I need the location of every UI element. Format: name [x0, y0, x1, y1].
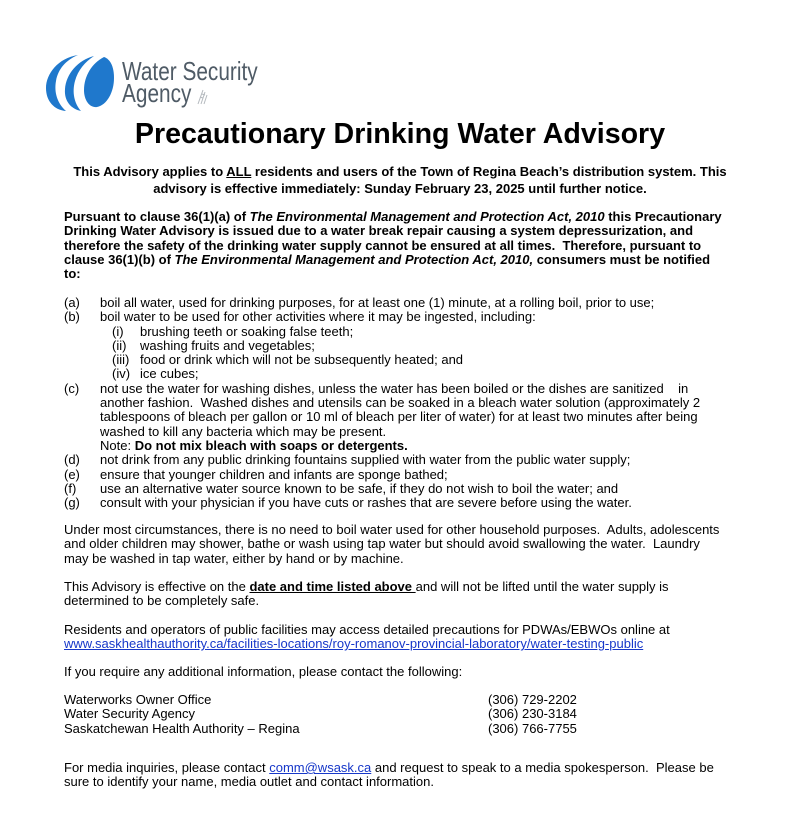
list-marker: (g) — [64, 495, 80, 511]
contact-phone: (306) 230-3184 — [488, 706, 577, 722]
effective-rest-text: and will not be lifted until the water supply is determined to be completely safe. — [64, 579, 669, 609]
sub-list-marker: (i) — [112, 323, 124, 339]
media-rest-text: and request to speak to a media spokesperson. Please be sure to identify your name, media outlet and contact information. — [64, 760, 714, 790]
water-swirl-icon — [44, 54, 116, 112]
effective-period-paragraph — [64, 580, 669, 609]
act-name-2: The Environmental Management and Protection Act, 2010, — [174, 251, 534, 267]
act-name-1: The Environmental Management and Protection Act, 2010 — [249, 209, 605, 224]
contact-name: Waterworks Owner Office — [64, 692, 212, 707]
contact-row — [64, 693, 577, 707]
scope-lead-text: This Advisory applies to — [73, 164, 227, 179]
page-title: Precautionary Drinking Water Advisory — [134, 118, 666, 150]
list-item-g — [64, 496, 700, 510]
list-item-b — [64, 310, 700, 324]
list-item-c — [64, 382, 700, 453]
contact-name: Saskatchewan Health Authority – Regina — [64, 720, 300, 736]
list-marker: (b) — [64, 309, 80, 325]
advisory-scope — [0, 163, 800, 197]
media-email-link[interactable]: comm@wsask.ca — [269, 760, 372, 775]
household-use-paragraph — [64, 523, 719, 566]
effective-emphasis-text: date and time listed above — [249, 579, 416, 594]
contact-row — [64, 707, 577, 721]
precautions-list — [64, 296, 700, 510]
list-item-d — [64, 453, 700, 467]
list-item-text: boil water to be used for other activities where it may be ingested, including: — [100, 309, 536, 325]
note-warning-text: Do not mix bleach with soaps or detergents. — [134, 437, 408, 453]
list-marker: (e) — [64, 466, 80, 482]
sub-list-marker: (iv) — [112, 366, 131, 382]
logo-name-line-1: Water Security — [122, 56, 258, 86]
authority-intro-text: Pursuant to clause 36(1)(a) of — [64, 209, 250, 224]
contacts-table — [64, 693, 577, 736]
effective-lead-text: This Advisory is effective on the — [64, 579, 250, 594]
sub-list-item-iii — [64, 353, 700, 367]
list-marker: (c) — [64, 380, 80, 396]
bleach-note — [100, 439, 700, 453]
sub-list-item-iv — [64, 367, 700, 381]
list-item-f — [64, 482, 700, 496]
resources-paragraph — [64, 623, 670, 652]
sub-list-item-text: ice cubes; — [140, 366, 199, 382]
sub-list-marker: (ii) — [112, 337, 127, 353]
scope-rest-text: residents and users of the Town of Regina Beach’s distribution system. This advisory is effective immediately: Sunday February 23, 2025 until further notice. — [153, 164, 727, 196]
media-inquiries-paragraph — [64, 761, 714, 790]
contact-phone: (306) 766-7755 — [488, 720, 577, 736]
list-item-text: ensure that younger children and infants are sponge bathed; — [100, 466, 448, 482]
media-lead-text: For media inquiries, please contact — [64, 760, 270, 775]
authority-outro-text: consumers must be notified to: — [64, 251, 711, 282]
contact-name: Water Security Agency — [64, 706, 196, 722]
contact-phone: (306) 729-2202 — [488, 692, 577, 707]
sub-list-item-i — [64, 325, 700, 339]
list-item-body — [100, 382, 700, 453]
wheat-emblem-icon — [195, 88, 208, 105]
contact-row — [64, 722, 577, 736]
sub-list-item-text: washing fruits and vegetables; — [140, 337, 315, 353]
sub-list-item-ii — [64, 339, 700, 353]
contact-intro — [64, 665, 462, 679]
list-item-text: use an alternative water source known to be safe, if they do not wish to boil the water; and — [100, 480, 619, 496]
sub-list-item-text: food or drink which will not be subsequently heated; and — [140, 352, 464, 368]
authority-middle-text: this Precautionary Drinking Water Advisory is issued due to a water break repair causing a system depressurization, and therefore the safety of the drinking water supply cannot be ensured at all times. Therefore, pursuant to clause 36(1)(b) of — [64, 209, 722, 267]
list-marker: (d) — [64, 452, 80, 468]
list-marker: (f) — [64, 480, 77, 496]
list-item-text: not drink from any public drinking fountains supplied with water from the public water supply; — [100, 452, 631, 468]
water-testing-link[interactable]: www.saskhealthauthority.ca/facilities-locations/roy-romanov-provincial-laboratory/water-testing-public — [64, 636, 644, 652]
logo-name-line-2: Agency — [122, 78, 192, 108]
list-item-text: boil all water, used for drinking purposes, for at least one (1) minute, at a rolling boil, prior to use; — [100, 295, 655, 310]
list-marker: (a) — [64, 295, 80, 310]
note-label: Note: — [100, 437, 135, 453]
list-item-text: not use the water for washing dishes, unless the water has been boiled or the dishes are sanitized in another fashion. Washed dishes and utensils can be soaked in a bleach water solution (approximately 2 tablespoons of bleach per gallon or 10 ml of bleach per liter of water) for at least two minutes after being washed to kill any bacteria which may be present. — [100, 380, 701, 439]
contact-intro-text: If you require any additional information, please contact the following: — [64, 664, 463, 679]
resources-text: Residents and operators of public facilities may access detailed precautions for PDWAs/EBWOs online at — [64, 622, 670, 637]
sub-list-marker: (iii) — [112, 352, 130, 368]
legal-authority-paragraph — [64, 210, 722, 281]
list-item-text: consult with your physician if you have cuts or rashes that are severe before using the water. — [100, 495, 632, 511]
sub-list-item-text: brushing teeth or soaking false teeth; — [140, 323, 354, 339]
list-item-a — [64, 296, 700, 310]
household-use-text: Under most circumstances, there is no need to boil water used for other household purposes. Adults, adolescents and older children may shower, bathe or wash using tap water but should avoid swallowing the water. Laundry may be washed in tap water, either by hand or by machine. — [64, 522, 720, 566]
scope-emphasis-text: ALL — [226, 164, 252, 179]
list-item-e — [64, 468, 700, 482]
